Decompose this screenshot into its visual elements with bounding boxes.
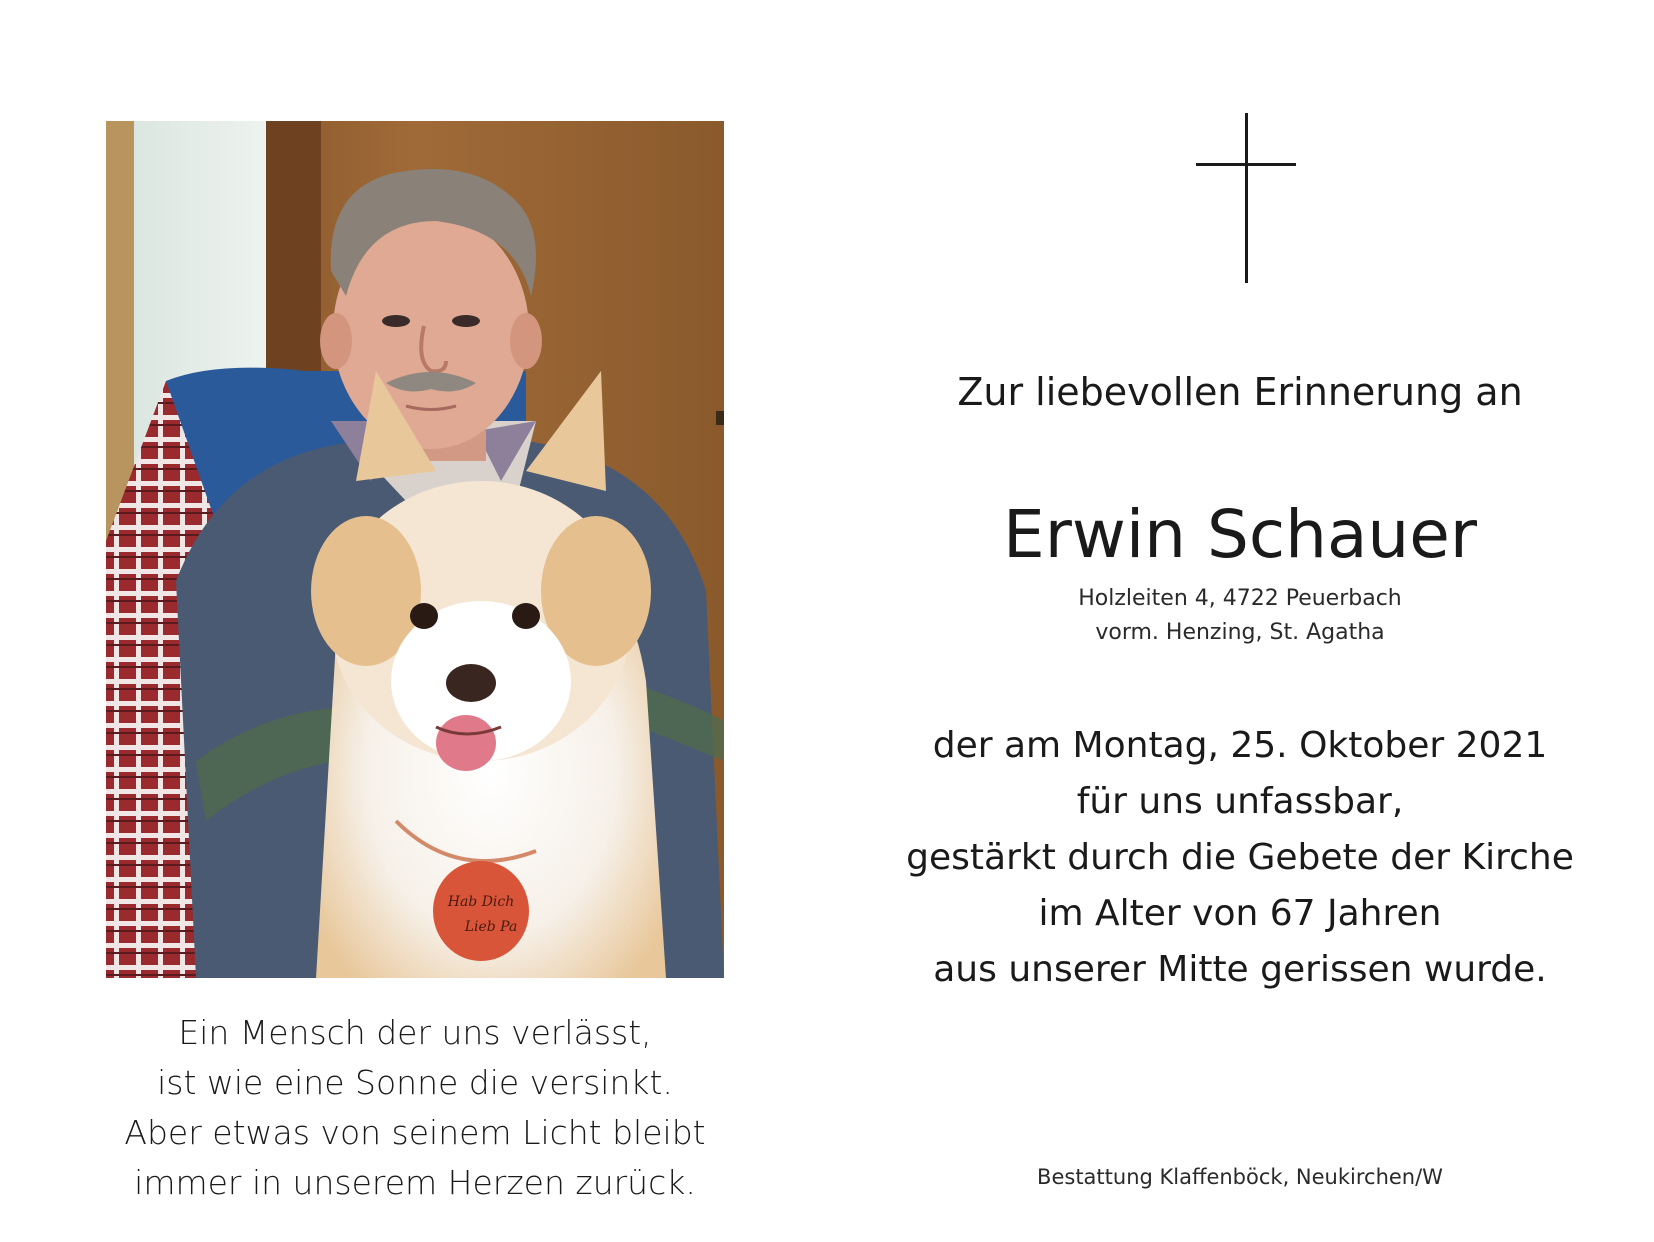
death-notice-line: im Alter von 67 Jahren bbox=[1038, 893, 1442, 934]
latin-cross-icon bbox=[1196, 113, 1296, 283]
portrait-illustration bbox=[106, 121, 724, 978]
death-notice-line: gestärkt durch die Gebete der Kirche bbox=[906, 837, 1574, 878]
cross-vertical-bar bbox=[1245, 113, 1248, 283]
tag-text-line2: Lieb Pa bbox=[464, 919, 518, 935]
poem-line: ist wie eine Sonne die versinkt. bbox=[157, 1063, 673, 1102]
intro-heading: Zur liebevollen Erinnerung an bbox=[957, 370, 1523, 414]
funeral-home-credit: Bestattung Klaffenböck, Neukirchen/W bbox=[1037, 1165, 1443, 1189]
death-notice bbox=[880, 718, 1600, 998]
address-block bbox=[860, 582, 1620, 650]
portrait-photo bbox=[106, 121, 724, 978]
memorial-poem bbox=[80, 1008, 750, 1208]
cross-horizontal-bar bbox=[1196, 163, 1296, 166]
death-notice-line: für uns unfassbar, bbox=[1076, 781, 1404, 822]
death-notice-line: der am Montag, 25. Oktober 2021 bbox=[932, 725, 1548, 766]
deceased-name: Erwin Schauer bbox=[1003, 496, 1477, 573]
death-notice-line: aus unserer Mitte gerissen wurde. bbox=[933, 949, 1547, 990]
address-line: Holzleiten 4, 4722 Peuerbach bbox=[1078, 586, 1402, 611]
poem-line: immer in unserem Herzen zurück. bbox=[134, 1163, 696, 1202]
tag-text-line1: Hab Dich bbox=[447, 894, 515, 910]
poem-line: Ein Mensch der uns verlässt, bbox=[178, 1013, 652, 1052]
poem-line: Aber etwas von seinem Licht bleibt bbox=[124, 1113, 706, 1152]
address-line: vorm. Henzing, St. Agatha bbox=[1095, 620, 1385, 645]
